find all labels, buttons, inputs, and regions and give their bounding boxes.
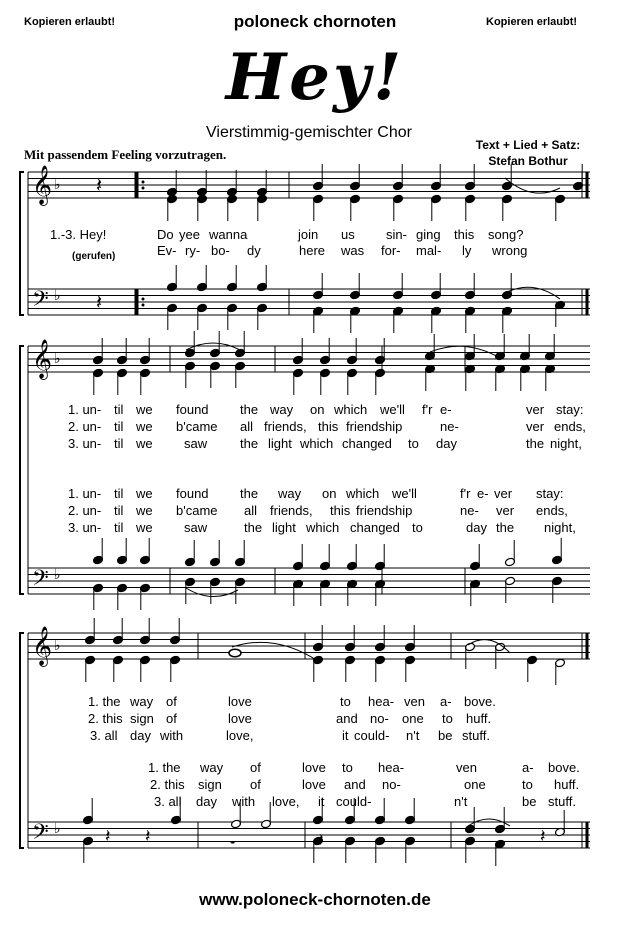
lyric: til [114, 402, 124, 417]
lyric: the [496, 520, 515, 535]
quarter-rest-icon: 𝄽 [540, 826, 546, 847]
lyric: for- [381, 243, 401, 258]
lyric: the [244, 520, 263, 535]
lyric: on [322, 486, 337, 501]
lyric: ver [494, 486, 513, 501]
lyric: it [318, 794, 325, 809]
flat-key-signature-icon: ♭ [54, 567, 61, 583]
lyric: to [442, 711, 453, 726]
quarter-rest-icon: 𝄽 [96, 173, 103, 197]
lyric: wanna [209, 227, 248, 242]
lyric: found [176, 486, 209, 501]
lyric: which [306, 520, 340, 535]
lyric: love [302, 777, 326, 792]
lyric: sin- [386, 227, 407, 242]
lyric: Do [157, 227, 174, 242]
lyric: til [114, 503, 124, 518]
system-bracket [20, 172, 24, 315]
lyric: 1. the [148, 760, 181, 775]
lyric: stay: [556, 402, 584, 417]
bass-clef-icon: 𝄢 [32, 287, 49, 317]
footer-website: www.poloneck-chornoten.de [199, 890, 431, 909]
lyric: light [272, 520, 296, 535]
lyric: 1.-3. Hey! [50, 227, 107, 242]
lyric: ven [456, 760, 477, 775]
lyric: song? [488, 227, 524, 242]
lyric: here [299, 243, 326, 258]
lyric: 2. this [88, 711, 123, 726]
lyric: and [344, 777, 366, 792]
lyric: ne- [460, 503, 479, 518]
lyric: night, [544, 520, 576, 535]
treble-clef-icon: 𝄞 [32, 626, 53, 666]
lyric: this [330, 503, 351, 518]
lyric: to [340, 694, 351, 709]
lyric: stuff. [548, 794, 576, 809]
lyric: til [114, 436, 124, 451]
lyric: hea- [378, 760, 405, 775]
lyric: this [318, 419, 339, 434]
lyric: it [342, 728, 349, 743]
slur [186, 588, 238, 597]
subtitle: Vierstimmig-gemischter Chor [206, 124, 412, 141]
lyric: stay: [536, 486, 564, 501]
lyric: day [130, 728, 151, 743]
treble-clef-icon: 𝄞 [32, 339, 53, 379]
lyric: ver [526, 402, 545, 417]
flat-key-signature-icon: ♭ [54, 351, 61, 367]
lyric: huff. [554, 777, 580, 792]
lyric: we [136, 419, 153, 434]
lyric: the [526, 436, 545, 451]
lyric: 1. un- [68, 486, 102, 501]
lyric: light [268, 436, 292, 451]
brand-name: poloneck chornoten [233, 12, 397, 31]
lyric: changed [342, 436, 392, 451]
lyric: to [408, 436, 419, 451]
lyric: on [310, 402, 325, 417]
slur [505, 178, 560, 193]
lyric: yee [179, 227, 200, 242]
lyric: mal- [416, 243, 442, 258]
lyric: of [166, 711, 177, 726]
lyric: stuff. [462, 728, 490, 743]
lyric: a- [522, 760, 534, 775]
lyric: b'came [176, 419, 218, 434]
lyric: which [300, 436, 334, 451]
spoken-note: (gerufen) [72, 251, 116, 262]
lyric: the [240, 486, 259, 501]
lyric: way [278, 486, 302, 501]
lyric: be [438, 728, 453, 743]
lyric: we [136, 520, 153, 535]
lyric: way [200, 760, 224, 775]
lyric: bove. [548, 760, 580, 775]
lyric: ends, [536, 503, 568, 518]
lyric: found [176, 402, 209, 417]
song-title: Hey! [225, 40, 405, 115]
lyric: bove. [464, 694, 496, 709]
lyric: wrong [492, 243, 528, 258]
lyric: bo- [211, 243, 230, 258]
lyric: huff. [466, 711, 492, 726]
treble-clef-icon: 𝄞 [32, 165, 53, 205]
lyric: 3. un- [68, 520, 102, 535]
lyric: of [166, 694, 177, 709]
lyric: with [160, 728, 184, 743]
lyric: and [336, 711, 358, 726]
lyric: dy [247, 243, 261, 258]
lyric: of [250, 760, 261, 775]
lyric: which [346, 486, 380, 501]
lyric: we [136, 436, 153, 451]
lyric: ry- [185, 243, 201, 258]
repeat-dot-icon [142, 298, 145, 301]
lyric: love, [226, 728, 254, 743]
lyric: til [114, 520, 124, 535]
lyric: love [302, 760, 326, 775]
lyric: friends, [264, 419, 307, 434]
lyric: Ev- [157, 243, 177, 258]
lyric: way [270, 402, 294, 417]
lyric: of [250, 777, 261, 792]
repeat-dot-icon [142, 181, 145, 184]
credit-line-2: Stefan Bothur [488, 154, 568, 168]
lyric: ging [416, 227, 441, 242]
lyric: way [130, 694, 154, 709]
lyric: changed [350, 520, 400, 535]
lyric: ver [496, 503, 515, 518]
lyric: one [464, 777, 486, 792]
lyric: saw [184, 436, 208, 451]
bass-clef-icon: 𝄢 [32, 820, 49, 850]
lyric: we'll [380, 402, 405, 417]
flat-key-signature-icon: ♭ [54, 288, 61, 304]
lyric: friendship [346, 419, 403, 434]
repeat-dot-icon [142, 187, 145, 190]
credit-line-1: Text + Lied + Satz: [475, 138, 581, 152]
lyric: was [341, 243, 365, 258]
lyric: love, [272, 794, 300, 809]
lyric: no- [382, 777, 401, 792]
lyric: 3. all [90, 728, 118, 743]
lyric: 2. this [150, 777, 185, 792]
repeat-dot-icon [142, 304, 145, 307]
lyric: n't [406, 728, 420, 743]
lyric: til [114, 419, 124, 434]
lyric: we'll [392, 486, 417, 501]
lyric: we [136, 402, 153, 417]
lyric: we [136, 503, 153, 518]
lyric: ends, [554, 419, 586, 434]
lyric: to [522, 777, 533, 792]
lyric: we [136, 486, 153, 501]
lyric: day [196, 794, 217, 809]
quarter-rest-icon: 𝄽 [145, 826, 151, 847]
lyric: all [244, 503, 258, 518]
lyric: love [228, 711, 252, 726]
lyric: 2. un- [68, 503, 102, 518]
lyric: night, [550, 436, 582, 451]
copy-permission-left: Kopieren erlaubt! [24, 16, 116, 28]
system-bracket [20, 633, 24, 848]
lyric: all [240, 419, 254, 434]
lyric: til [114, 486, 124, 501]
lyric: could- [336, 794, 372, 809]
lyric: f'r [422, 402, 433, 417]
lyric: ly [462, 243, 472, 258]
whole-note [229, 649, 241, 657]
flat-key-signature-icon: ♭ [54, 638, 61, 654]
lyric: 2. un- [68, 419, 102, 434]
lyric: n't [454, 794, 468, 809]
lyric: e- [440, 402, 452, 417]
bass-clef-icon: 𝄢 [32, 566, 49, 596]
copy-permission-right: Kopieren erlaubt! [486, 16, 578, 28]
flat-key-signature-icon: ♭ [54, 821, 61, 837]
lyric: to [342, 760, 353, 775]
whole-rest-icon: 𝄻 [230, 838, 236, 854]
lyric: ver [526, 419, 545, 434]
lyric: 3. un- [68, 436, 102, 451]
lyric: the [240, 436, 259, 451]
lyric: day [436, 436, 457, 451]
lyric: us [341, 227, 355, 242]
lyric: one [402, 711, 424, 726]
lyric: love [228, 694, 252, 709]
lyric: 3. all [154, 794, 182, 809]
lyric: the [240, 402, 259, 417]
quarter-rest-icon: 𝄽 [105, 826, 111, 847]
lyric: friends, [270, 503, 313, 518]
quarter-rest-icon: 𝄽 [318, 830, 324, 851]
lyric: e- [477, 486, 489, 501]
lyric: no- [370, 711, 389, 726]
lyric: 1. un- [68, 402, 102, 417]
system-bracket [20, 346, 24, 594]
lyric: 1. the [88, 694, 121, 709]
lyric: friendship [356, 503, 413, 518]
lyric: hea- [368, 694, 395, 709]
lyric: sign [198, 777, 222, 792]
lyric: ven [404, 694, 425, 709]
lyric: b'came [176, 503, 218, 518]
lyric: could- [354, 728, 390, 743]
lyric: to [412, 520, 423, 535]
lyric: day [466, 520, 487, 535]
performance-instruction: Mit passendem Feeling vorzutragen. [24, 147, 227, 162]
lyric: join [298, 227, 319, 242]
lyric: ne- [440, 419, 459, 434]
lyric: be [522, 794, 537, 809]
flat-key-signature-icon: ♭ [54, 177, 61, 193]
lyric: a- [440, 694, 452, 709]
lyric: sign [130, 711, 154, 726]
lyric: with [232, 794, 256, 809]
lyric: this [454, 227, 475, 242]
lyric: saw [184, 520, 208, 535]
quarter-rest-icon: 𝄽 [96, 290, 103, 314]
lyric: which [334, 402, 368, 417]
lyric: f'r [460, 486, 471, 501]
